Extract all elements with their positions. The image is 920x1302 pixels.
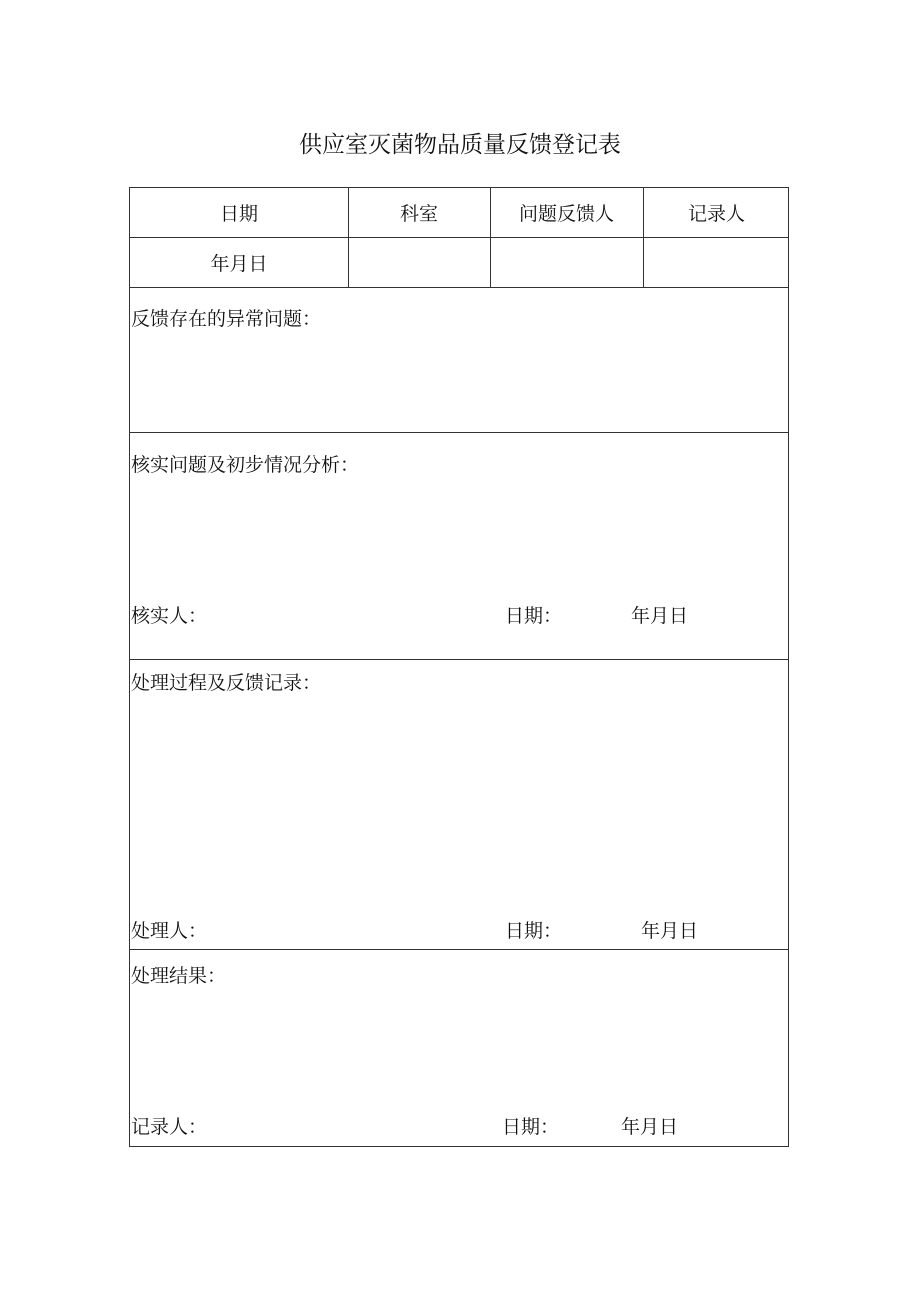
row-divider-verify xyxy=(130,659,788,660)
row-divider-process xyxy=(130,949,788,950)
reporter-value-cell xyxy=(490,238,643,287)
verify-analysis-label: 核实问题及初步情况分析： xyxy=(131,454,360,476)
result-label: 处理结果： xyxy=(131,965,227,987)
process-date-value: 年月日 xyxy=(641,920,699,942)
handler-label: 处理人： xyxy=(131,920,208,942)
form-title: 供应室灭菌物品质量反馈登记表 xyxy=(299,132,621,158)
process-date-label: 日期： xyxy=(505,920,563,942)
row-divider-info xyxy=(130,287,788,288)
header-reporter: 问题反馈人 xyxy=(518,203,614,225)
verify-date-value: 年月日 xyxy=(631,605,689,627)
row-divider-abnormal xyxy=(130,432,788,433)
abnormal-issue-label: 反馈存在的异常问题： xyxy=(131,308,322,330)
result-recorder-label: 记录人： xyxy=(131,1116,208,1138)
date-value-cell: 年月日 xyxy=(210,253,268,275)
verify-date-label: 日期： xyxy=(505,605,563,627)
result-date-label: 日期： xyxy=(502,1116,560,1138)
result-date-value: 年月日 xyxy=(621,1116,679,1138)
header-recorder: 记录人 xyxy=(687,203,745,225)
feedback-form-table xyxy=(129,187,789,1147)
header-date: 日期 xyxy=(219,203,258,225)
recorder-value-cell xyxy=(643,238,790,287)
department-value-cell xyxy=(348,238,490,287)
process-record-label: 处理过程及反馈记录： xyxy=(131,672,322,694)
verifier-label: 核实人： xyxy=(131,605,208,627)
header-department: 科室 xyxy=(399,203,438,225)
